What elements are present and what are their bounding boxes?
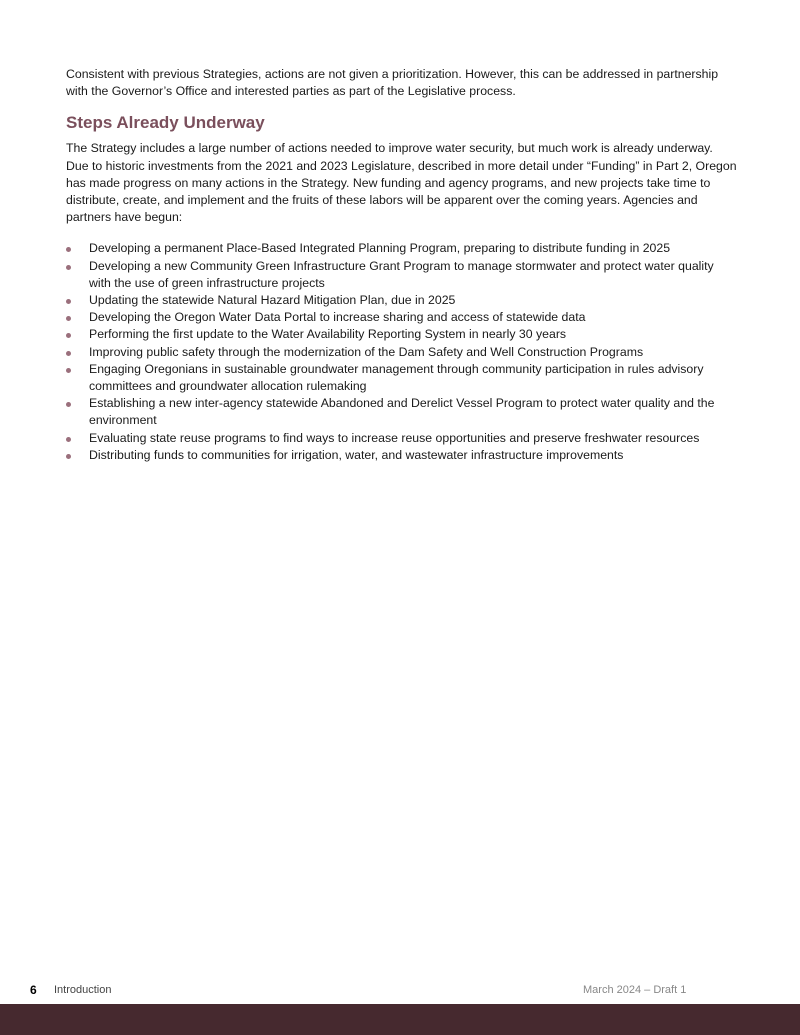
list-item: Developing a permanent Place-Based Integrated Planning Program, preparing to distribute funding in 2025 <box>66 240 738 257</box>
list-item: Updating the statewide Natural Hazard Mitigation Plan, due in 2025 <box>66 292 738 309</box>
footer-date: March 2024 – Draft 1 <box>583 984 687 996</box>
bullet-list <box>66 240 738 464</box>
footer-section: Introduction <box>54 984 112 996</box>
list-item: Developing a new Community Green Infrastructure Grant Program to manage stormwater and protect water quality with the use of green infrastructure projects <box>66 258 738 292</box>
bullet-icon <box>66 351 71 356</box>
list-item: Developing the Oregon Water Data Portal to increase sharing and access of statewide data <box>66 309 738 326</box>
intro-paragraph: Consistent with previous Strategies, actions are not given a prioritization. However, this can be addressed in partnership with the Governor’s Office and interested parties as part of the Legislative process. <box>66 67 719 99</box>
list-item: Distributing funds to communities for irrigation, water, and wastewater infrastructure improvements <box>66 447 738 464</box>
list-item: Performing the first update to the Water Availability Reporting System in nearly 30 years <box>66 326 738 343</box>
bullet-icon <box>66 368 71 373</box>
page-footer <box>0 983 800 997</box>
bullet-icon <box>66 437 71 442</box>
bullet-icon <box>66 333 71 338</box>
bullet-icon <box>66 265 71 270</box>
bullet-icon <box>66 316 71 321</box>
list-item: Establishing a new inter-agency statewide Abandoned and Derelict Vessel Program to protect water quality and the environment <box>66 395 738 429</box>
section-heading: Steps Already Underway <box>66 113 265 133</box>
list-item: Improving public safety through the modernization of the Dam Safety and Well Construction Programs <box>66 344 738 361</box>
footer-bar <box>0 1004 800 1035</box>
bullet-icon <box>66 299 71 304</box>
list-item: Evaluating state reuse programs to find ways to increase reuse opportunities and preserve freshwater resources <box>66 430 738 447</box>
bullet-icon <box>66 402 71 407</box>
list-item: Engaging Oregonians in sustainable groundwater management through community participation in rules advisory committees and groundwater allocation rulemaking <box>66 361 738 395</box>
page-number: 6 <box>30 983 37 997</box>
bullet-icon <box>66 454 71 459</box>
bullet-icon <box>66 247 71 252</box>
body-paragraph: The Strategy includes a large number of actions needed to improve water security, but much work is already underway. Due to historic investments from the 2021 and 2023 Legislature, described in more detail under “Funding” in Part 2, Oregon has made progress on many actions in the Strategy. New funding and agency programs, and new projects take time to distribute, create, and implement and the fruits of these labors will be apparent over the coming years. Agencies and partners have begun: <box>66 141 737 225</box>
page-content <box>66 66 738 464</box>
